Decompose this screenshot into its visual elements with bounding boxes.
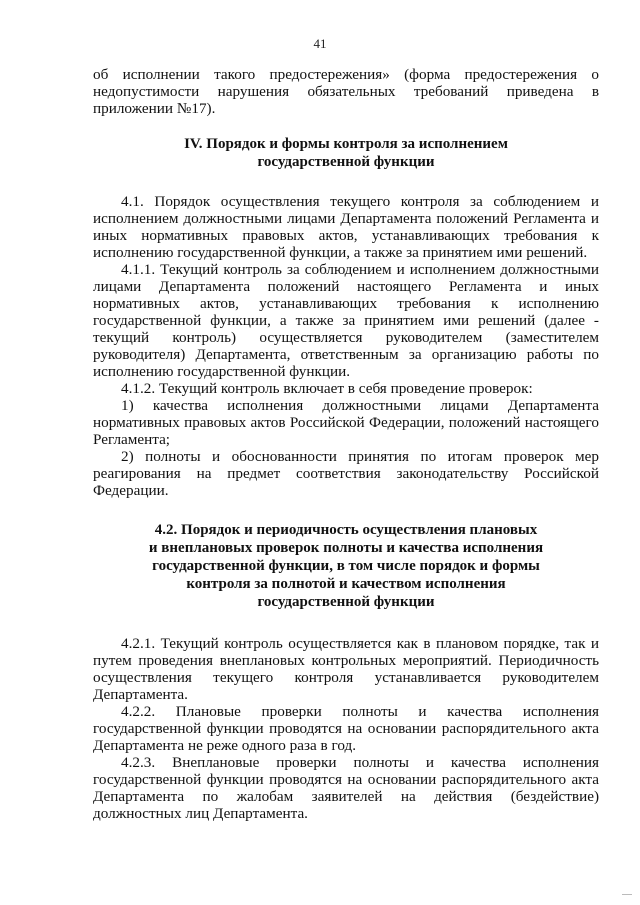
- section-4-2-heading: [93, 521, 599, 611]
- scan-corner-mark: [622, 894, 632, 901]
- section-4-2-heading-line-4: контроля за полнотой и качеством исполнения: [186, 576, 506, 592]
- paragraph-4-1-2: 4.1.2. Текущий контроль включает в себя проведение проверок:: [121, 380, 533, 397]
- paragraph-4-1-1: 4.1.1. Текущий контроль за соблюдением и исполнением должностными лицами Департамента положений настоящего Регламента и иных нормативных актов, устанавливающих требования к исполнению государственной функции, а также за принятием ими решений (далее - текущий контроль) осуществляется руководителем (заместителем руководителя) Департамента, ответственным за организацию работы по исполнению государственной функции.: [93, 261, 599, 380]
- intro-paragraph: об исполнении такого предостережения» (форма предостережения о недопустимости нарушения обязательных требований приведена в приложении №17).: [93, 66, 599, 117]
- page-content: [93, 66, 599, 822]
- section-4-2-heading-line-2: и внеплановых проверок полноты и качества исполнения: [148, 540, 544, 556]
- section-4-2-heading-line-1: 4.2. Порядок и периодичность осуществления плановых: [154, 522, 538, 538]
- section-4-2-heading-line-3: государственной функции, в том числе порядок и формы: [152, 558, 540, 574]
- section-4-2-heading-line-5: государственной функции: [257, 594, 435, 610]
- page-number: 41: [313, 36, 327, 51]
- paragraph-item-1: 1) качества исполнения должностными лицами Департамента нормативных правовых актов Российской Федерации, положений настоящего Регламента;: [93, 397, 599, 448]
- section-4-heading-line-1: IV. Порядок и формы контроля за исполнением: [184, 136, 508, 152]
- paragraph-4-2-3: 4.2.3. Внеплановые проверки полноты и качества исполнения государственной функции проводятся на основании распорядительного акта Департамента по жалобам заявителей на действия (бездействие) должностных лиц Департамента.: [93, 754, 599, 822]
- paragraph-4-2-2: 4.2.2. Плановые проверки полноты и качества исполнения государственной функции проводятся на основании распорядительного акта Департамента не реже одного раза в год.: [93, 703, 599, 754]
- section-4-heading-line-2: государственной функции: [257, 154, 435, 170]
- paragraph-4-1: 4.1. Порядок осуществления текущего контроля за соблюдением и исполнением должностными лицами Департамента положений Регламента и иных нормативных правовых актов, устанавливающих требования к исполнению государственной функции, а также за принятием ими решений.: [93, 193, 599, 261]
- paragraph-4-2-1: 4.2.1. Текущий контроль осуществляется как в плановом порядке, так и путем проведения внеплановых контрольных мероприятий. Периодичность осуществления текущего контроля устанавливается руководителем Департамента.: [93, 635, 599, 703]
- paragraph-item-2: 2) полноты и обоснованности принятия по итогам проверок мер реагирования на предмет соответствия законодательству Российской Федерации.: [93, 448, 599, 499]
- section-4-heading: [93, 135, 599, 171]
